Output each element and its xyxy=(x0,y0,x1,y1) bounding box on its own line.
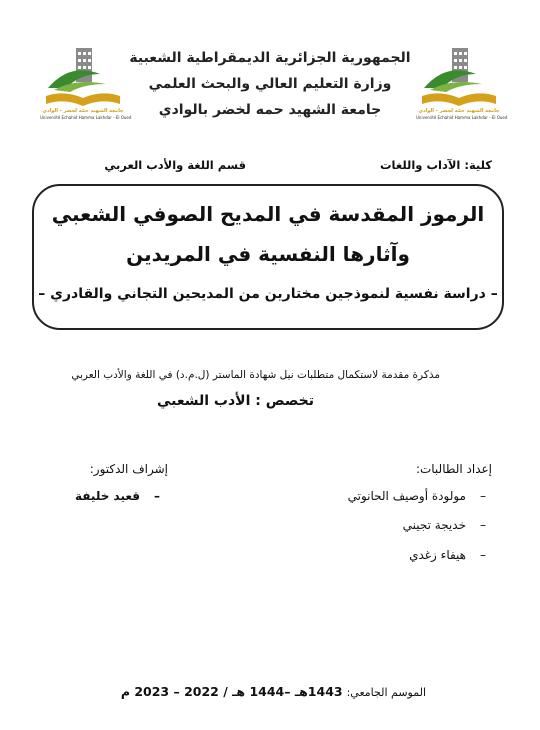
ministry-heading: وزارة التعليم العالي والبحث العلمي xyxy=(148,76,392,92)
students-label: إعداد الطالبات: xyxy=(415,462,492,476)
title-frame xyxy=(32,184,504,330)
specialization: تخصص : الأدب الشعبي xyxy=(156,393,314,409)
logo-caption-ar: جامعة الشهيد حمّه لخضر - الوادي xyxy=(42,108,124,114)
memo-description: مذكرة مقدمة لاستكمال متطلبات نيل شهادة الماستر (ل.م.د) في اللغة والأدب العربي xyxy=(71,369,440,381)
season-value: 1443هـ –1444 هـ / 2022 – 2023 م xyxy=(120,684,343,699)
logo-caption-ar: جامعة الشهيد حمّه لخضر - الوادي xyxy=(418,108,500,114)
student-item: –خديجة تجيني xyxy=(402,518,486,532)
supervisor-item: –قعيد خليفة xyxy=(75,489,160,503)
student-name: خديجة تجيني xyxy=(402,518,466,532)
department-label: قسم اللغة والأدب العربي xyxy=(104,158,246,172)
student-name: هيفاء زغدي xyxy=(409,548,466,562)
faculty-label: كلية: الآداب واللغات xyxy=(379,158,492,172)
logo-caption-fr: Université Echahid Hamma Lakhdar - El Oued xyxy=(40,115,132,120)
student-item: –هيفاء زغدي xyxy=(409,548,486,562)
republic-heading: الجمهورية الجزائرية الديمقراطية الشعبية xyxy=(129,50,411,66)
academic-season xyxy=(121,684,426,699)
logo-caption-fr: Université Echahid Hamma Lakhdar - El Oued xyxy=(416,115,508,120)
student-item: –مولودة أوصيف الحانوتي xyxy=(347,489,486,503)
student-name: مولودة أوصيف الحانوتي xyxy=(347,489,466,503)
thesis-title-line1: الرموز المقدسة في المديح الصوفي الشعبي xyxy=(51,202,485,226)
supervisor-label: إشراف الدكتور: xyxy=(89,462,168,476)
thesis-subtitle: – دراسة نفسية لنموذجين مختارين من المديحين التجاني والقادري – xyxy=(38,286,498,302)
supervisor-name: قعيد خليفة xyxy=(75,489,140,503)
thesis-title-line2: وآثارها النفسية في المريدين xyxy=(126,242,410,266)
university-heading: جامعة الشهيد حمه لخضر بالوادي xyxy=(158,102,382,118)
season-label: الموسم الجامعي: xyxy=(346,686,426,699)
